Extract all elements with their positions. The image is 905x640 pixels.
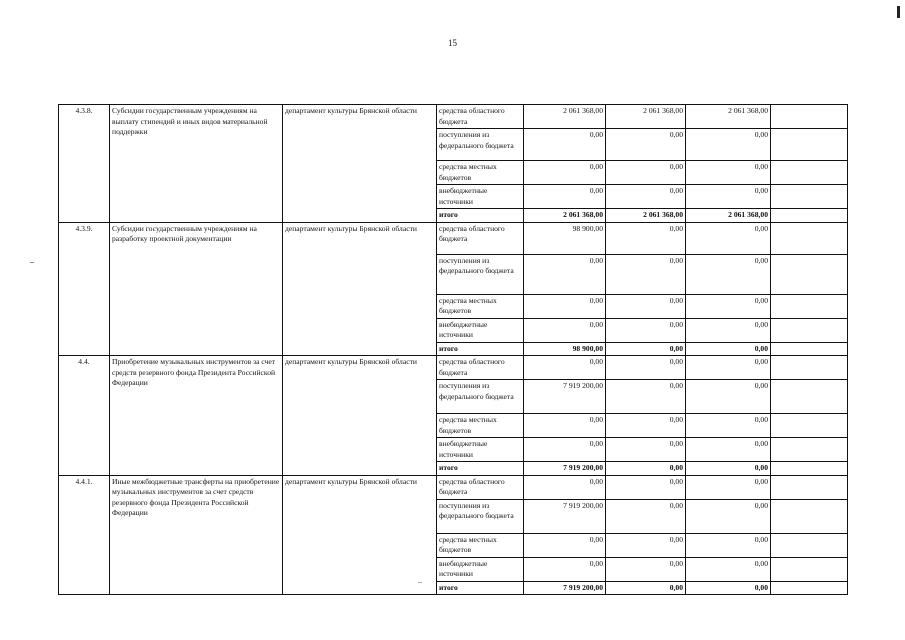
amount-year-1: 0,00: [524, 475, 606, 499]
funding-source: поступления из федерального бюджета: [437, 499, 524, 533]
amount-year-1: 0,00: [524, 557, 606, 581]
empty-cell: [771, 557, 848, 581]
empty-cell: [771, 254, 848, 294]
amount-year-3: 0,00: [686, 414, 771, 438]
total-label: итого: [437, 581, 524, 595]
amount-year-2: 0,00: [606, 462, 686, 476]
empty-cell: [771, 342, 848, 356]
scan-edge-mark: [897, 6, 900, 18]
amount-year-1: 0,00: [524, 318, 606, 342]
amount-year-1: 7 919 200,00: [524, 380, 606, 414]
table-row: [59, 475, 848, 499]
amount-year-2: 0,00: [606, 475, 686, 499]
amount-year-3: 0,00: [686, 581, 771, 595]
amount-year-2: 0,00: [606, 342, 686, 356]
budget-table-body: [59, 105, 848, 595]
amount-year-2: 0,00: [606, 254, 686, 294]
amount-year-2: 0,00: [606, 356, 686, 380]
empty-cell: [771, 475, 848, 499]
total-label: итого: [437, 342, 524, 356]
funding-source: внебюджетные источники: [437, 557, 524, 581]
empty-cell: [771, 380, 848, 414]
item-name: Иные межбюджетные трансферты на приобретение музыкальных инструментов за счет средств резервного фонда Президента Российской Федерации: [110, 475, 283, 595]
funding-source: средства местных бюджетов: [437, 161, 524, 185]
amount-year-3: 0,00: [686, 222, 771, 254]
item-executor: департамент культуры Брянской области: [283, 475, 437, 595]
empty-cell: [771, 318, 848, 342]
amount-year-3: 0,00: [686, 533, 771, 557]
amount-year-3: 0,00: [686, 557, 771, 581]
amount-year-3: 0,00: [686, 129, 771, 161]
amount-year-1: 98 900,00: [524, 342, 606, 356]
amount-year-1: 0,00: [524, 533, 606, 557]
item-code: 4.4.1.: [59, 475, 110, 595]
amount-year-3: 0,00: [686, 294, 771, 318]
funding-source: внебюджетные источники: [437, 318, 524, 342]
amount-year-1: 0,00: [524, 294, 606, 318]
page-number: 15: [448, 38, 457, 48]
amount-year-2: 2 061 368,00: [606, 105, 686, 129]
funding-source: средства областного бюджета: [437, 105, 524, 129]
empty-cell: [771, 222, 848, 254]
amount-year-1: 2 061 368,00: [524, 105, 606, 129]
item-name: Субсидии государственным учреждениям на выплату стипендий и иных видов материальной поддержки: [110, 105, 283, 223]
funding-source: средства областного бюджета: [437, 356, 524, 380]
item-code: 4.3.9.: [59, 222, 110, 356]
item-executor: департамент культуры Брянской области: [283, 222, 437, 356]
funding-source: поступления из федерального бюджета: [437, 254, 524, 294]
amount-year-1: 2 061 368,00: [524, 209, 606, 223]
funding-source: средства местных бюджетов: [437, 533, 524, 557]
amount-year-1: 0,00: [524, 254, 606, 294]
amount-year-2: 0,00: [606, 533, 686, 557]
amount-year-3: 0,00: [686, 380, 771, 414]
empty-cell: [771, 294, 848, 318]
amount-year-2: 0,00: [606, 129, 686, 161]
amount-year-1: 0,00: [524, 356, 606, 380]
amount-year-2: 0,00: [606, 318, 686, 342]
empty-cell: [771, 499, 848, 533]
table-row: [59, 222, 848, 254]
item-name: Субсидии государственным учреждениям на разработку проектной документации: [110, 222, 283, 356]
amount-year-2: 0,00: [606, 161, 686, 185]
empty-cell: [771, 209, 848, 223]
empty-cell: [771, 105, 848, 129]
empty-cell: [771, 462, 848, 476]
total-label: итого: [437, 209, 524, 223]
amount-year-2: 0,00: [606, 499, 686, 533]
funding-source: средства местных бюджетов: [437, 414, 524, 438]
item-name: Приобретение музыкальных инструментов за счет средств резервного фонда Президента Российской Федерации: [110, 356, 283, 476]
item-executor: департамент культуры Брянской области: [283, 105, 437, 223]
amount-year-2: 2 061 368,00: [606, 209, 686, 223]
item-code: 4.4.: [59, 356, 110, 476]
empty-cell: [771, 161, 848, 185]
amount-year-2: 0,00: [606, 294, 686, 318]
amount-year-3: 0,00: [686, 499, 771, 533]
table-row: [59, 356, 848, 380]
amount-year-3: 0,00: [686, 161, 771, 185]
empty-cell: [771, 185, 848, 209]
amount-year-3: 0,00: [686, 356, 771, 380]
amount-year-3: 0,00: [686, 185, 771, 209]
scan-speck: [30, 262, 34, 263]
amount-year-3: 0,00: [686, 462, 771, 476]
amount-year-1: 7 919 200,00: [524, 499, 606, 533]
empty-cell: [771, 414, 848, 438]
amount-year-2: 0,00: [606, 581, 686, 595]
funding-source: средства местных бюджетов: [437, 294, 524, 318]
empty-cell: [771, 438, 848, 462]
funding-source: поступления из федерального бюджета: [437, 380, 524, 414]
amount-year-2: 0,00: [606, 557, 686, 581]
amount-year-2: 0,00: [606, 380, 686, 414]
amount-year-3: 0,00: [686, 342, 771, 356]
amount-year-3: 0,00: [686, 318, 771, 342]
item-executor: департамент культуры Брянской области: [283, 356, 437, 476]
amount-year-1: 0,00: [524, 414, 606, 438]
amount-year-3: 2 061 368,00: [686, 105, 771, 129]
amount-year-1: 98 900,00: [524, 222, 606, 254]
amount-year-2: 0,00: [606, 185, 686, 209]
empty-cell: [771, 533, 848, 557]
empty-cell: [771, 581, 848, 595]
amount-year-3: 0,00: [686, 438, 771, 462]
funding-source: внебюджетные источники: [437, 438, 524, 462]
amount-year-2: 0,00: [606, 414, 686, 438]
amount-year-3: 0,00: [686, 254, 771, 294]
empty-cell: [771, 129, 848, 161]
amount-year-3: 2 061 368,00: [686, 209, 771, 223]
amount-year-2: 0,00: [606, 438, 686, 462]
amount-year-1: 7 919 200,00: [524, 462, 606, 476]
amount-year-1: 7 919 200,00: [524, 581, 606, 595]
funding-source: средства областного бюджета: [437, 222, 524, 254]
funding-source: поступления из федерального бюджета: [437, 129, 524, 161]
item-code: 4.3.8.: [59, 105, 110, 223]
amount-year-3: 0,00: [686, 475, 771, 499]
amount-year-2: 0,00: [606, 222, 686, 254]
amount-year-1: 0,00: [524, 185, 606, 209]
amount-year-1: 0,00: [524, 438, 606, 462]
table-row: [59, 105, 848, 129]
empty-cell: [771, 356, 848, 380]
total-label: итого: [437, 462, 524, 476]
amount-year-1: 0,00: [524, 161, 606, 185]
funding-source: внебюджетные источники: [437, 185, 524, 209]
budget-table: [58, 104, 848, 595]
funding-source: средства областного бюджета: [437, 475, 524, 499]
amount-year-1: 0,00: [524, 129, 606, 161]
